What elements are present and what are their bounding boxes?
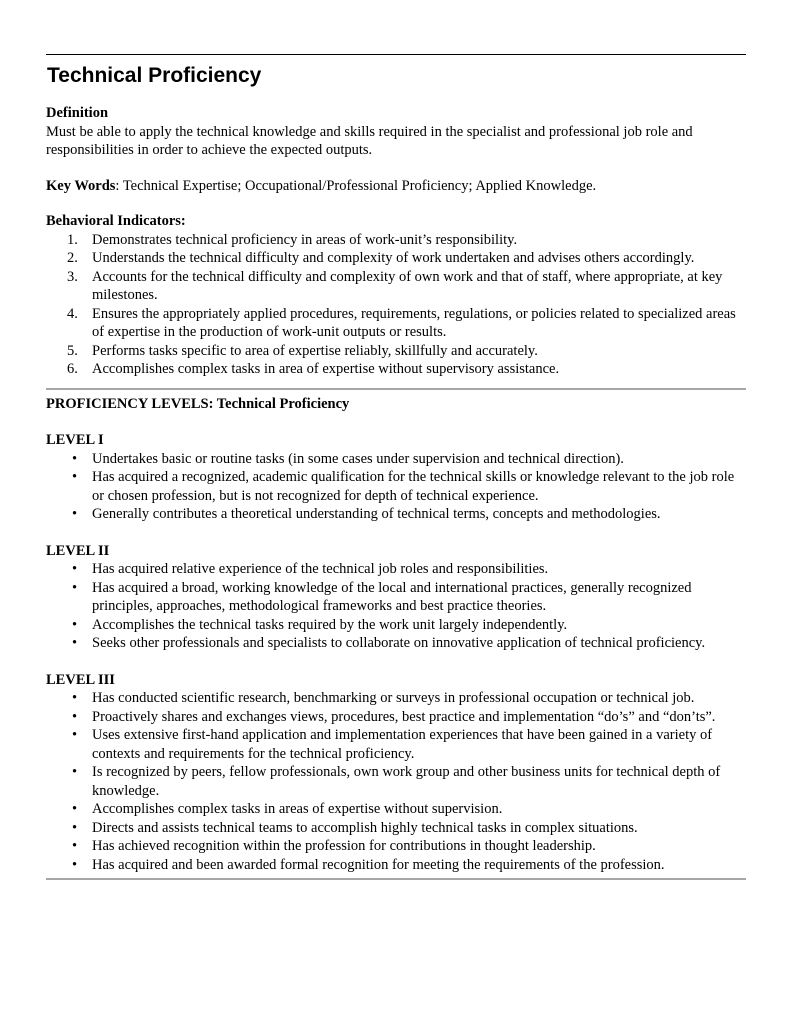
keywords-label: Key Words bbox=[46, 177, 116, 194]
section-divider bbox=[46, 388, 746, 390]
list-item bbox=[46, 763, 746, 800]
item-text: Undertakes basic or routine tasks (in some cases under supervision and technical direction). bbox=[92, 450, 624, 467]
item-text: Accomplishes the technical tasks required by the work unit largely independently. bbox=[92, 616, 568, 633]
bullet-icon: • bbox=[72, 690, 78, 706]
bullet-icon: • bbox=[72, 819, 78, 836]
definition-text: Must be able to apply the technical knowledge and skills required in the specialist and professional job role and responsibilities in order to achieve the expected outputs. bbox=[46, 123, 693, 158]
list-item bbox=[46, 231, 746, 250]
behavioral-indicators-list bbox=[46, 231, 746, 379]
list-item bbox=[46, 579, 746, 616]
item-text: Demonstrates technical proficiency in areas of work-unit’s responsibility. bbox=[92, 231, 518, 248]
bullet-icon: • bbox=[72, 561, 78, 577]
list-item bbox=[46, 249, 746, 268]
page-title: Technical Proficiency bbox=[47, 64, 262, 87]
bullet-icon: • bbox=[72, 506, 78, 522]
item-text: Has acquired a recognized, academic qualification for the technical skills or knowledge relevant to the job role or chosen profession, but is not recognized for depth of technical experience. bbox=[92, 469, 735, 504]
item-text: Accounts for the technical difficulty and complexity of own work and that of staff, where appropriate, at key milestones. bbox=[92, 268, 723, 303]
item-text: Seeks other professionals and specialists to collaborate on innovative application of technical proficiency. bbox=[92, 635, 706, 651]
item-text: Accomplishes complex tasks in area of expertise without supervisory assistance. bbox=[92, 361, 560, 377]
document-page bbox=[46, 54, 746, 880]
item-text: Has acquired relative experience of the technical job roles and responsibilities. bbox=[92, 561, 549, 577]
list-item bbox=[46, 360, 746, 379]
list-item bbox=[46, 342, 746, 361]
bullet-icon: • bbox=[72, 708, 78, 725]
definition-heading: Definition bbox=[46, 105, 109, 121]
keywords-line bbox=[46, 177, 746, 196]
item-text: Is recognized by peers, fellow professionals, own work group and other business units for technical depth of knowledge. bbox=[92, 764, 721, 799]
list-item bbox=[46, 616, 746, 635]
item-text: Understands the technical difficulty and complexity of work undertaken and advises others accordingly. bbox=[92, 250, 695, 266]
bullet-icon: • bbox=[72, 450, 78, 467]
list-item bbox=[46, 560, 746, 579]
list-item bbox=[46, 837, 746, 856]
item-text: Generally contributes a theoretical understanding of technical terms, concepts and methodologies. bbox=[92, 506, 661, 522]
list-item bbox=[46, 305, 746, 342]
list-item bbox=[46, 800, 746, 819]
top-divider bbox=[46, 54, 746, 55]
item-text: Accomplishes complex tasks in areas of expertise without supervision. bbox=[92, 801, 503, 817]
item-number: 5. bbox=[67, 342, 78, 359]
item-number: 2. bbox=[67, 250, 78, 266]
list-item bbox=[46, 468, 746, 505]
list-item bbox=[46, 726, 746, 763]
list-item bbox=[46, 819, 746, 838]
bullet-icon: • bbox=[72, 856, 78, 873]
list-item bbox=[46, 689, 746, 708]
list-item bbox=[46, 505, 746, 524]
behavioral-indicators-heading: Behavioral Indicators: bbox=[46, 213, 186, 229]
list-item bbox=[46, 634, 746, 653]
item-text: Has acquired and been awarded formal recognition for meeting the requirements of the profession. bbox=[92, 856, 665, 873]
item-text: Has achieved recognition within the profession for contributions in thought leadership. bbox=[92, 838, 596, 854]
bullet-icon: • bbox=[72, 727, 78, 743]
list-item bbox=[46, 268, 746, 305]
level-1-heading: LEVEL I bbox=[46, 432, 104, 448]
item-number: 6. bbox=[67, 361, 78, 377]
list-item bbox=[46, 856, 746, 875]
item-text: Directs and assists technical teams to accomplish highly technical tasks in complex situations. bbox=[92, 819, 638, 836]
item-number: 3. bbox=[67, 268, 78, 285]
item-text: Ensures the appropriately applied procedures, requirements, regulations, or policies related to specialized areas of expertise in the production of work-unit outputs or results. bbox=[92, 305, 736, 340]
bullet-icon: • bbox=[72, 635, 78, 651]
item-number: 4. bbox=[67, 305, 78, 322]
bullet-icon: • bbox=[72, 764, 78, 780]
item-text: Performs tasks specific to area of expertise reliably, skillfully and accurately. bbox=[92, 342, 538, 359]
level-2-heading: LEVEL II bbox=[46, 542, 110, 559]
bullet-icon: • bbox=[72, 616, 78, 633]
item-text: Uses extensive first-hand application and implementation experiences that have been gained in a variety of contexts and requirements for the technical proficiency. bbox=[92, 727, 713, 762]
keywords-text: : Technical Expertise; Occupational/Professional Proficiency; Applied Knowledge. bbox=[115, 177, 597, 194]
bullet-icon: • bbox=[72, 469, 78, 485]
level-2-list bbox=[46, 560, 746, 653]
bullet-icon: • bbox=[72, 801, 78, 817]
level-3-list bbox=[46, 689, 746, 874]
list-item bbox=[46, 450, 746, 469]
item-text: Has conducted scientific research, benchmarking or surveys in professional occupation or technical job. bbox=[92, 690, 695, 706]
item-text: Proactively shares and exchanges views, procedures, best practice and implementation “do’s” and “don’ts”. bbox=[92, 708, 716, 725]
proficiency-levels-heading: PROFICIENCY LEVELS: Technical Proficiency bbox=[46, 395, 350, 412]
item-text: Has acquired a broad, working knowledge of the local and international practices, generally recognized principles, approaches, methodological frameworks and best practice theories. bbox=[92, 579, 692, 614]
bottom-divider bbox=[46, 878, 746, 880]
item-number: 1. bbox=[67, 231, 78, 248]
level-3-heading: LEVEL III bbox=[46, 671, 115, 688]
list-item bbox=[46, 708, 746, 727]
bullet-icon: • bbox=[72, 838, 78, 854]
level-1-list bbox=[46, 450, 746, 524]
bullet-icon: • bbox=[72, 579, 78, 596]
